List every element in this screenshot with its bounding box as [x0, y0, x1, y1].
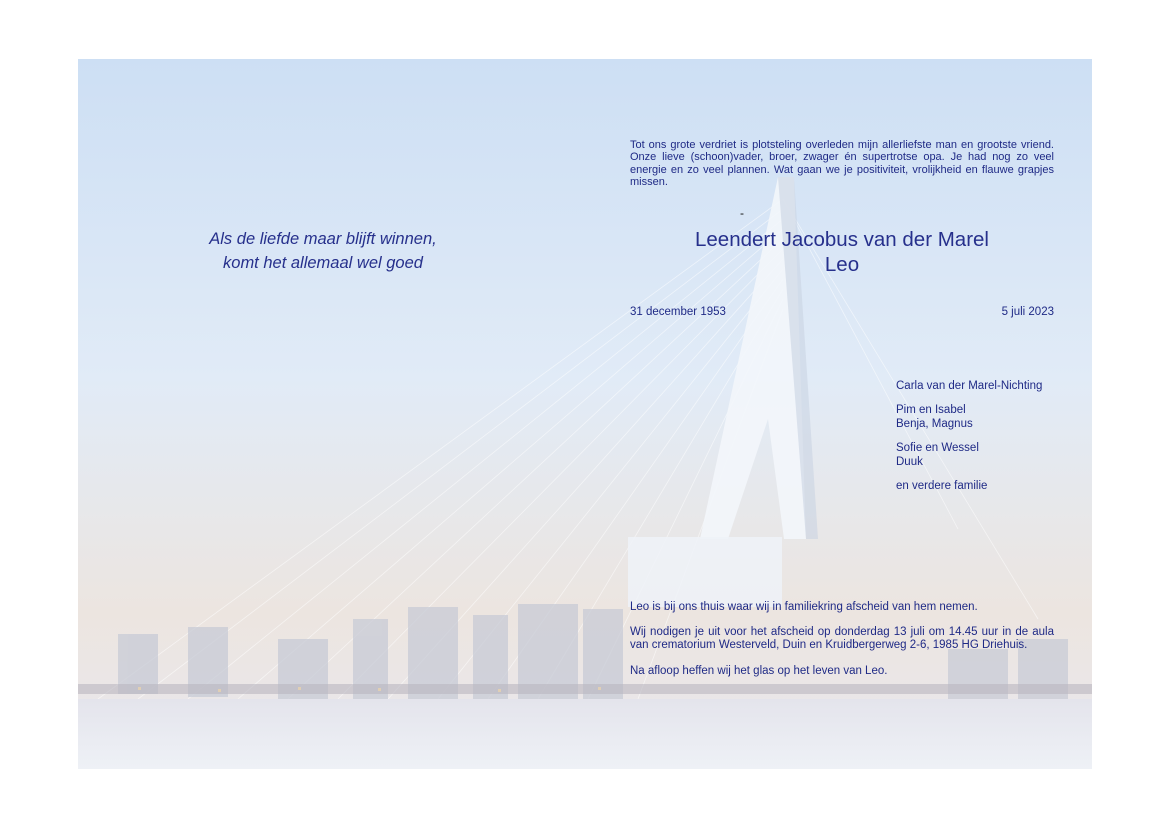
- family-group: [896, 403, 1076, 432]
- ceremony-paragraph-home: Leo is bij ons thuis waar wij in familiekring afscheid van hem nemen.: [630, 601, 978, 613]
- family-line: Duuk: [896, 456, 923, 469]
- family-line: Carla van der Marel-Nichting: [896, 380, 1043, 392]
- family-line: en verdere familie: [896, 479, 988, 492]
- ceremony-paragraph-toast: Na afloop heffen wij het glas op het leven van Leo.: [630, 664, 888, 677]
- full-name: Leendert Jacobus van der Marel: [694, 228, 989, 251]
- ceremony-paragraph-farewell: Wij nodigen je uit voor het afscheid op donderdag 13 juli om 14.45 uur in de aula van crematorium Westerveld, Duin en Kruidbergerweg 2-6, 1985 HG Driehuis.: [630, 626, 1054, 652]
- deceased-name-block: [630, 227, 1054, 277]
- family-line: Pim en Isabel: [896, 403, 966, 416]
- family-group: [896, 379, 1076, 394]
- nickname: Leo: [824, 253, 860, 276]
- family-group: [896, 441, 1076, 470]
- intro-text: Tot ons grote verdriet is plotsteling overleden mijn allerliefste man en grootste vriend. Onze lieve (schoon)vader, broer, zwager én supertrotse opa. Je had nog zo veel energie en zo veel plannen. Wat gaan we je positiviteit, vrolijkheid en flauwe grapjes missen.: [630, 139, 1054, 189]
- death-date: 5 juli 2023: [1001, 306, 1054, 318]
- family-line: Sofie en Wessel: [896, 441, 979, 454]
- ceremony-info: [630, 601, 1054, 690]
- separator-mark: -: [740, 206, 744, 220]
- quote: [186, 227, 460, 275]
- family-group: [896, 479, 1076, 494]
- quote-line-1: Als de liefde maar blijft winnen,: [209, 230, 437, 248]
- mourning-card: [78, 59, 1092, 769]
- quote-line-2: komt het allemaal wel goed: [223, 254, 423, 272]
- family-line: Benja, Magnus: [896, 418, 973, 431]
- birth-date: 31 december 1953: [630, 306, 726, 318]
- family-list: [896, 379, 1076, 503]
